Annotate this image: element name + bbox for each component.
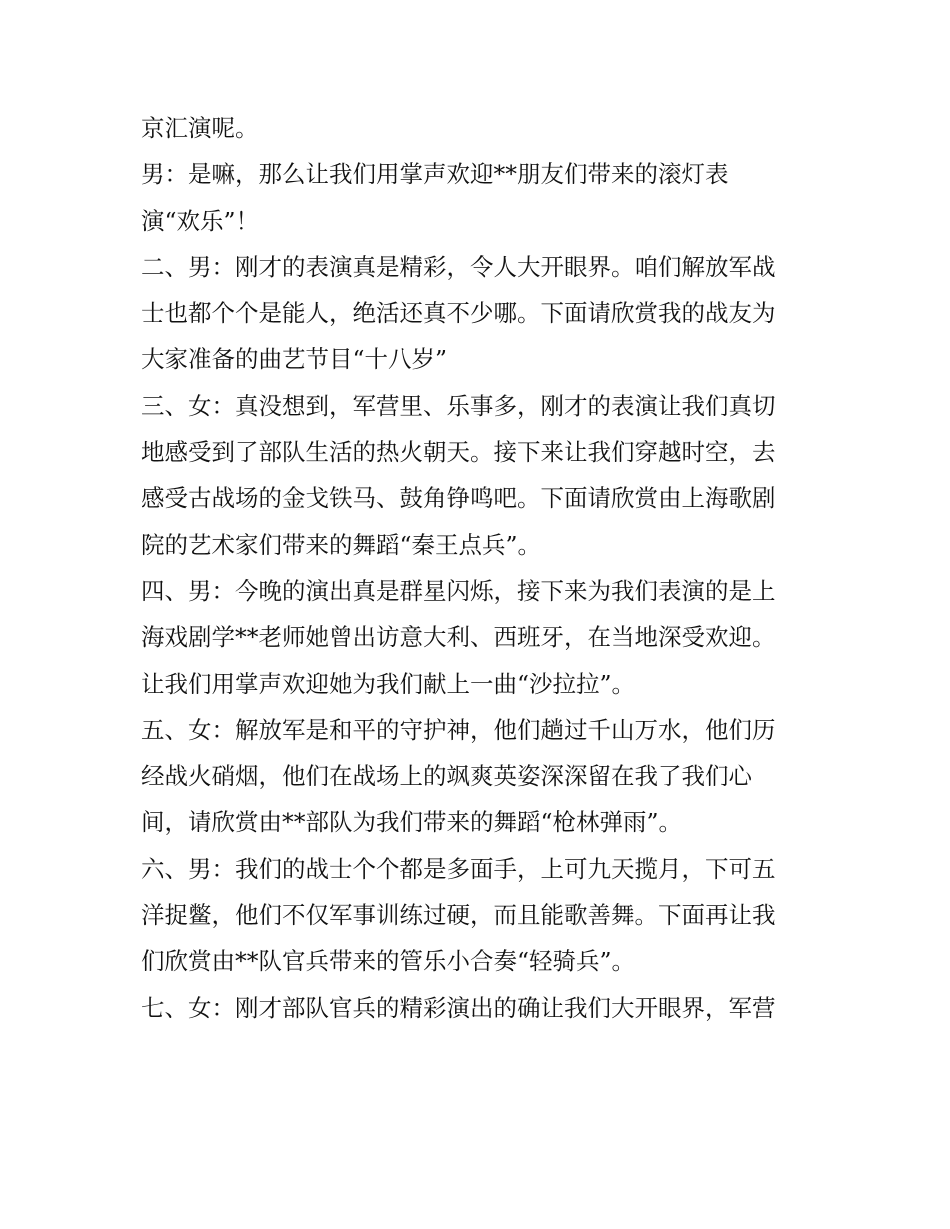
script-text-block [141, 105, 821, 1031]
text-line: 们欣赏由**队官兵带来的管乐小合奏“轻骑兵”。 [141, 947, 636, 976]
text-line: 感受古战场的金戈铁马、鼓角铮鸣吧。下面请欣赏由上海歌剧 [141, 484, 776, 513]
text-line: 地感受到了部队生活的热火朝天。接下来让我们穿越时空，去 [141, 438, 776, 467]
text-line: 间，请欣赏由**部队为我们带来的舞蹈“枪林弹雨”。 [141, 808, 683, 837]
text-line: 让我们用掌声欢迎她为我们献上一曲“沙拉拉”。 [141, 669, 636, 698]
text-line: 三、女：真没想到，军营里、乐事多，刚才的表演让我们真切 [141, 391, 776, 420]
text-line: 大家准备的曲艺节目“十八岁” [141, 345, 448, 374]
text-line: 二、男：刚才的表演真是精彩，令人大开眼界。咱们解放军战 [141, 252, 776, 281]
text-line: 七、女：刚才部队官兵的精彩演出的确让我们大开眼界，军营 [141, 993, 776, 1022]
text-line: 士也都个个是能人，绝活还真不少哪。下面请欣赏我的战友为 [141, 299, 776, 328]
text-line: 五、女：解放军是和平的守护神，他们趟过千山万水，他们历 [141, 715, 776, 744]
text-line: 演“欢乐”！ [141, 206, 260, 235]
text-line: 六、男：我们的战士个个都是多面手，上可九天揽月，下可五 [141, 854, 776, 883]
text-line: 四、男：今晚的演出真是群星闪烁，接下来为我们表演的是上 [141, 576, 776, 605]
text-line: 洋捉鳖，他们不仅军事训练过硬，而且能歌善舞。下面再让我 [141, 901, 776, 930]
text-line: 经战火硝烟，他们在战场上的飒爽英姿深深留在我了我们心 [141, 762, 752, 791]
text-line: 海戏剧学**老师她曾出访意大利、西班牙，在当地深受欢迎。 [141, 623, 776, 652]
text-line: 院的艺术家们带来的舞蹈“秦王点兵”。 [141, 530, 542, 559]
text-line: 男：是嘛，那么让我们用掌声欢迎**朋友们带来的滚灯表 [141, 160, 729, 189]
text-line: 京汇演呢。 [141, 114, 259, 142]
